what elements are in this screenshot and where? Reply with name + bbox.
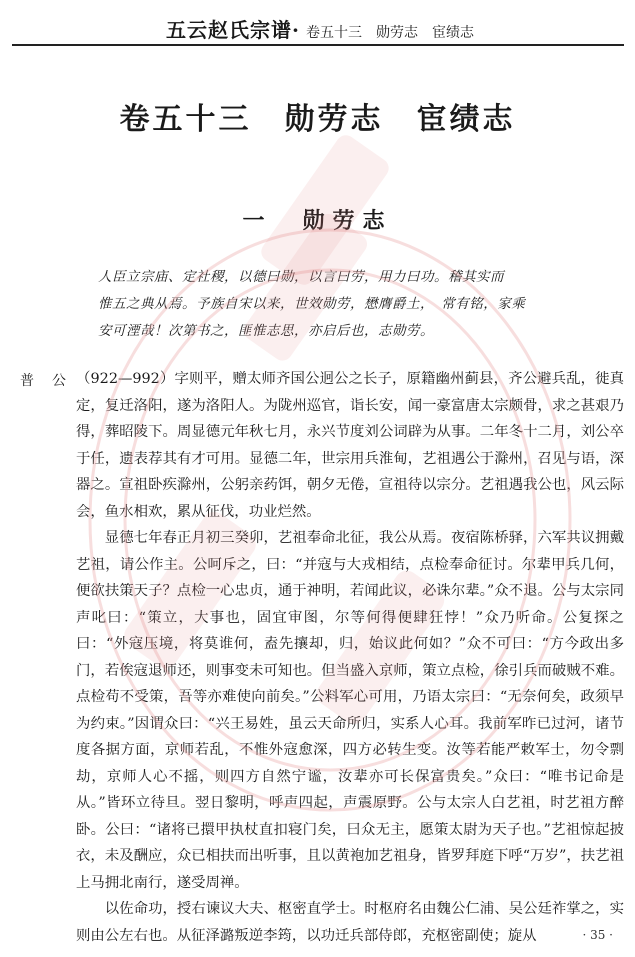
running-header <box>10 14 630 43</box>
entry-body <box>76 366 624 949</box>
preface-line: 惟五之典从焉。予族自宋以来，世效勋劳，懋膺爵土， 常有铭，家乘 <box>98 296 526 312</box>
section-title: 一 勋劳志 <box>242 208 393 234</box>
page-number: · 35 · <box>582 928 613 942</box>
preface-line: 人臣立宗庙、定社稷，以德曰勋，以言曰劳，用力曰功。稽其实而 <box>98 269 504 285</box>
body-paragraph: （922—992）字则平，赠太师齐国公迥公之长子，原籍幽州蓟县，齐公避兵乱，徙真定，复迁洛阳，遂为洛阳人。为陇州巡官，诣长安，闻一豪富唐太宗颇骨，求之甚艰乃得，葬昭陵下。周显德元年秋七月，永兴节度刘公词辟为从事。二年冬十二月，刘公卒于任，遗表荐其有才可用。显德二年，世宗用兵淮甸，艺祖遇公于滁州，召见与语，深器之。宣祖卧疾滁州，公躬亲药饵，朝夕无倦，宣祖待以宗分。艺祖遇我公也，风云际会，鱼水相欢，累从征伐，功业烂然。 <box>76 371 624 520</box>
chapter-title: 卷五十三 勋劳志 宦绩志 <box>119 102 516 137</box>
body-paragraph: 以佐命功，授右谏议大夫、枢密直学士。时枢府名由魏公仁浦、吴公廷祚掌之，实则由公左右也。从征泽潞叛逆李筠，以功迁兵部侍郎，充枢密副使；旋从 <box>76 901 624 944</box>
preface-line: 安可湮哉！次第书之，匪惟志思，亦启后也，志勋劳。 <box>98 323 434 339</box>
book-title: 五云赵氏宗谱· <box>166 18 300 42</box>
body-paragraph: 显德七年春正月初三癸卯，艺祖奉命北征，我公从焉。夜宿陈桥驿，六军共议拥戴艺祖，请公作主。公呵斥之，曰：“并寇与大戎相结，点检奉命征讨。尔辈甲兵几何，便欲扶策天子？点检一心忠贞，通于神明，若闻此议，必诛尔辈。”众不退。公与太宗同声叱曰：“策立，大事也，固宜审图，尔等何得便肆狂悖！”众乃听命。公复探之曰：“外寇压境，将莫谁何，盍先攘却，归，始议此何如？”众不可曰：“方今政出多门，若俟寇退师还，则事变未可知也。但当盛入京师，策立点检，徐引兵而破贼不难。点检苟不受策，吾等亦难使向前矣。”公料军心可用，乃语太宗曰：“无奈何矣，政须早为约束。”因谓众曰：“兴王易姓，虽云天命所归，实系人心耳。我前军昨已过河，诸节度各据方面，京师若乱，不惟外寇愈深，四方必转生变。汝等若能严敕军士，勿令剽劫，京师人心不摇，则四方自然宁谧，汝辈亦可长保富贵矣。”众曰：“唯书记命是从。”皆环立待旦。翌日黎明，呼声四起，声震原野。公与太宗人白艺祖，时艺祖方醉卧。公曰：“诸将已擐甲执杖直扣寝门矣，曰众无主，愿策太尉为天子也。”艺祖惊起披衣，未及酬应，众已相扶而出听事，且以黄袍加艺祖身，皆罗拜庭下呼“万岁”，扶艺祖上马拥北南行，遂受周禅。 <box>76 530 624 891</box>
running-subtitle: 卷五十三 勋劳志 宦绩志 <box>305 25 474 41</box>
header-divider <box>12 44 624 46</box>
preface <box>98 264 598 345</box>
entry-label: 普公 <box>20 373 84 389</box>
